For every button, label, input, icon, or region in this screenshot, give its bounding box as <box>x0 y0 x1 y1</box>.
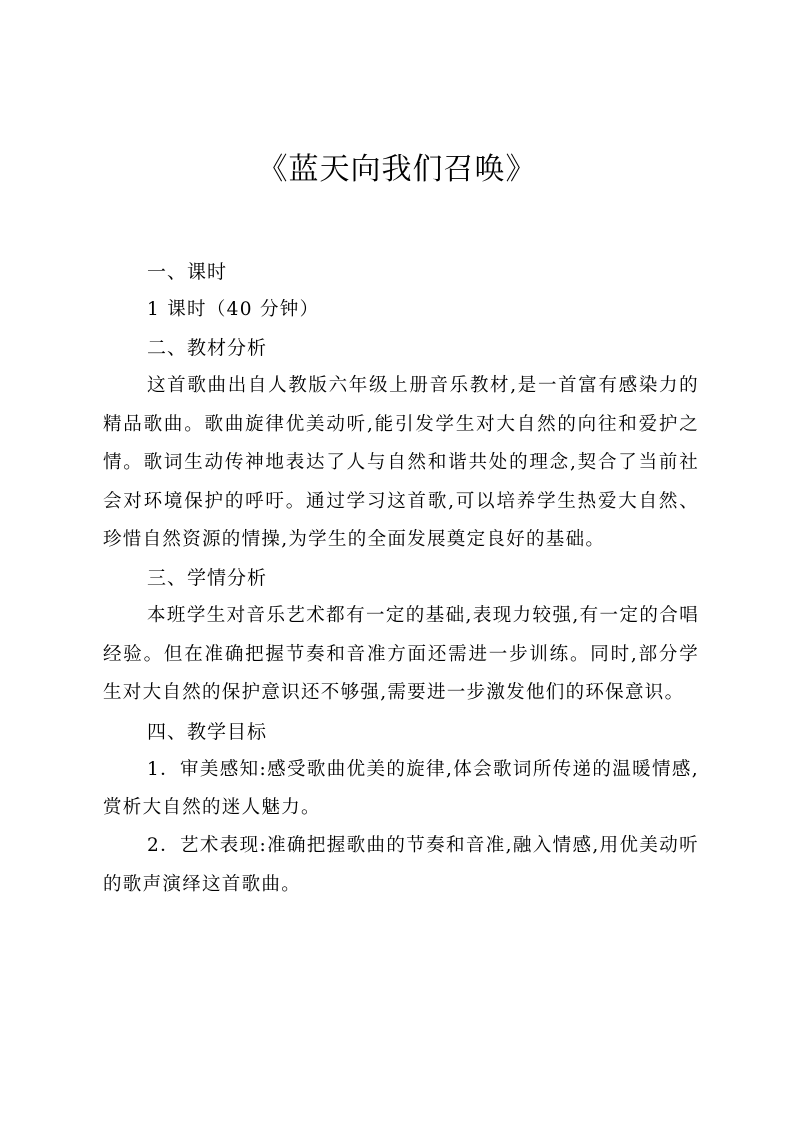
section-lesson-time <box>103 253 699 329</box>
section-heading: 四、教学目标 <box>147 720 268 743</box>
section-teaching-goals <box>103 713 699 905</box>
section-heading: 一、课时 <box>147 261 228 283</box>
section-paragraph: 1．审美感知:感受歌曲优美的旋律,体会歌词所传递的温暖情感,赏析大自然的迷人魅力。 <box>103 758 699 819</box>
section-paragraph: 1 课时（40 分钟） <box>147 299 320 320</box>
document-title: 《蓝天向我们召唤》 <box>257 152 537 187</box>
section-textbook-analysis <box>103 329 699 559</box>
section-student-analysis <box>103 559 699 712</box>
document-body <box>103 253 699 904</box>
section-paragraph: 这首歌曲出自人教版六年级上册音乐教材,是一首富有感染力的精品歌曲。歌曲旋律优美动听,能引发学生对大自然的向往和爱护之情。歌词生动传神地表达了人与自然和谐共处的理念,契合了当前社会对环境保护的呼吁。通过学习这首歌,可以培养学生热爱大自然、珍惜自然资源的情操,为学生的全面发展奠定良好的基础。 <box>103 375 699 551</box>
section-paragraph: 本班学生对音乐艺术都有一定的基础,表现力较强,有一定的合唱经验。但在准确把握节奏和音准方面还需进一步训练。同时,部分学生对大自然的保护意识还不够强,需要进一步激发他们的环保意识。 <box>103 605 699 704</box>
section-heading: 三、学情分析 <box>147 567 268 590</box>
section-paragraph: 2．艺术表现:准确把握歌曲的节奏和音准,融入情感,用优美动听的歌声演绎这首歌曲。 <box>103 835 699 895</box>
section-heading: 二、教材分析 <box>147 337 268 360</box>
